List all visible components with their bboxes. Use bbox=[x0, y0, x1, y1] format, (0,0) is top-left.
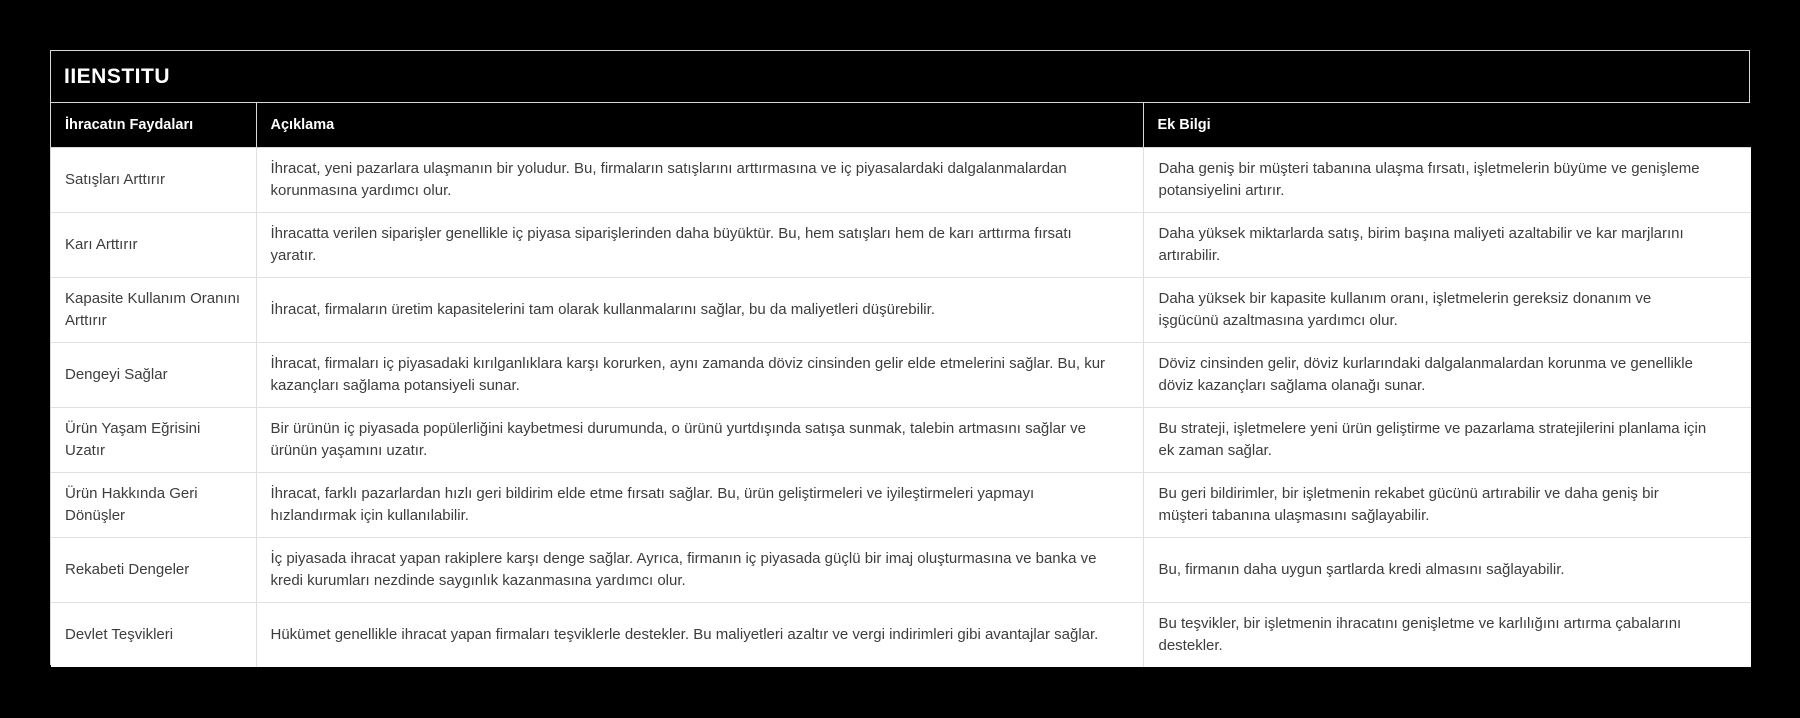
table-row bbox=[51, 212, 1751, 277]
extra-info-cell: Daha yüksek miktarlarda satış, birim başına maliyeti azaltabilir ve kar marjlarını artırabilir. bbox=[1143, 212, 1751, 277]
benefit-cell: Karı Arttırır bbox=[51, 212, 256, 277]
column-header-extra: Ek Bilgi bbox=[1143, 103, 1751, 147]
extra-info-cell: Döviz cinsinden gelir, döviz kurlarındaki dalgalanmalardan korunma ve genellikle döviz kazançları sağlama olanağı sunar. bbox=[1143, 342, 1751, 407]
benefit-cell: Devlet Teşvikleri bbox=[51, 602, 256, 667]
table-row bbox=[51, 342, 1751, 407]
extra-info-cell: Daha yüksek bir kapasite kullanım oranı, işletmelerin gereksiz donanım ve işgücünü azaltmasına yardımcı olur. bbox=[1143, 277, 1751, 342]
description-cell: İç piyasada ihracat yapan rakiplere karşı denge sağlar. Ayrıca, firmanın iç piyasada güçlü bir imaj oluşturmasına ve banka ve kredi kurumları nezdinde saygınlık kazanmasına yardımcı olur. bbox=[256, 537, 1143, 602]
column-header-benefit: İhracatın Faydaları bbox=[51, 103, 256, 147]
table-row bbox=[51, 537, 1751, 602]
benefit-cell: Ürün Hakkında Geri Dönüşler bbox=[51, 472, 256, 537]
description-cell: İhracat, firmaların üretim kapasitelerini tam olarak kullanmalarını sağlar, bu da maliyetleri düşürebilir. bbox=[256, 277, 1143, 342]
column-header-description: Açıklama bbox=[256, 103, 1143, 147]
table-row bbox=[51, 277, 1751, 342]
table-row bbox=[51, 602, 1751, 667]
benefit-cell: Kapasite Kullanım Oranını Arttırır bbox=[51, 277, 256, 342]
benefits-table bbox=[51, 103, 1751, 667]
table-row bbox=[51, 147, 1751, 212]
brand-title: IIENSTITU bbox=[64, 64, 171, 88]
description-cell: Bir ürünün iç piyasada popülerliğini kaybetmesi durumunda, o ürünü yurtdışında satışa sunmak, talebin artmasını sağlar ve ürünün yaşamını uzatır. bbox=[256, 407, 1143, 472]
table-header-row bbox=[51, 103, 1751, 147]
description-cell: İhracat, farklı pazarlardan hızlı geri bildirim elde etme fırsatı sağlar. Bu, ürün geliştirmeleri ve iyileştirmeleri yapmayı hızlandırmak için kullanılabilir. bbox=[256, 472, 1143, 537]
description-cell: İhracat, firmaları iç piyasadaki kırılganlıklara karşı korurken, aynı zamanda döviz cinsinden gelir elde etmelerini sağlar. Bu, kur kazançları sağlama potansiyeli sunar. bbox=[256, 342, 1143, 407]
benefit-cell: Satışları Arttırır bbox=[51, 147, 256, 212]
table-row bbox=[51, 472, 1751, 537]
extra-info-cell: Daha geniş bir müşteri tabanına ulaşma fırsatı, işletmelerin büyüme ve genişleme potansiyelini artırır. bbox=[1143, 147, 1751, 212]
extra-info-cell: Bu, firmanın daha uygun şartlarda kredi almasını sağlayabilir. bbox=[1143, 537, 1751, 602]
extra-info-cell: Bu strateji, işletmelere yeni ürün geliştirme ve pazarlama stratejilerini planlama için ek zaman sağlar. bbox=[1143, 407, 1751, 472]
brand-header bbox=[51, 51, 1749, 103]
content-panel bbox=[50, 50, 1750, 665]
description-cell: İhracatta verilen siparişler genellikle iç piyasa siparişlerinden daha büyüktür. Bu, hem satışları hem de karı arttırma fırsatı yaratır. bbox=[256, 212, 1143, 277]
table-row bbox=[51, 407, 1751, 472]
extra-info-cell: Bu geri bildirimler, bir işletmenin rekabet gücünü artırabilir ve daha geniş bir müşteri tabanına ulaşmasını sağlayabilir. bbox=[1143, 472, 1751, 537]
description-cell: İhracat, yeni pazarlara ulaşmanın bir yoludur. Bu, firmaların satışlarını arttırmasına ve iç piyasalardaki dalgalanmalardan korunmasına yardımcı olur. bbox=[256, 147, 1143, 212]
description-cell: Hükümet genellikle ihracat yapan firmaları teşviklerle destekler. Bu maliyetleri azaltır ve vergi indirimleri gibi avantajlar sağlar. bbox=[256, 602, 1143, 667]
benefit-cell: Dengeyi Sağlar bbox=[51, 342, 256, 407]
benefit-cell: Ürün Yaşam Eğrisini Uzatır bbox=[51, 407, 256, 472]
benefit-cell: Rekabeti Dengeler bbox=[51, 537, 256, 602]
extra-info-cell: Bu teşvikler, bir işletmenin ihracatını genişletme ve karlılığını artırma çabalarını destekler. bbox=[1143, 602, 1751, 667]
